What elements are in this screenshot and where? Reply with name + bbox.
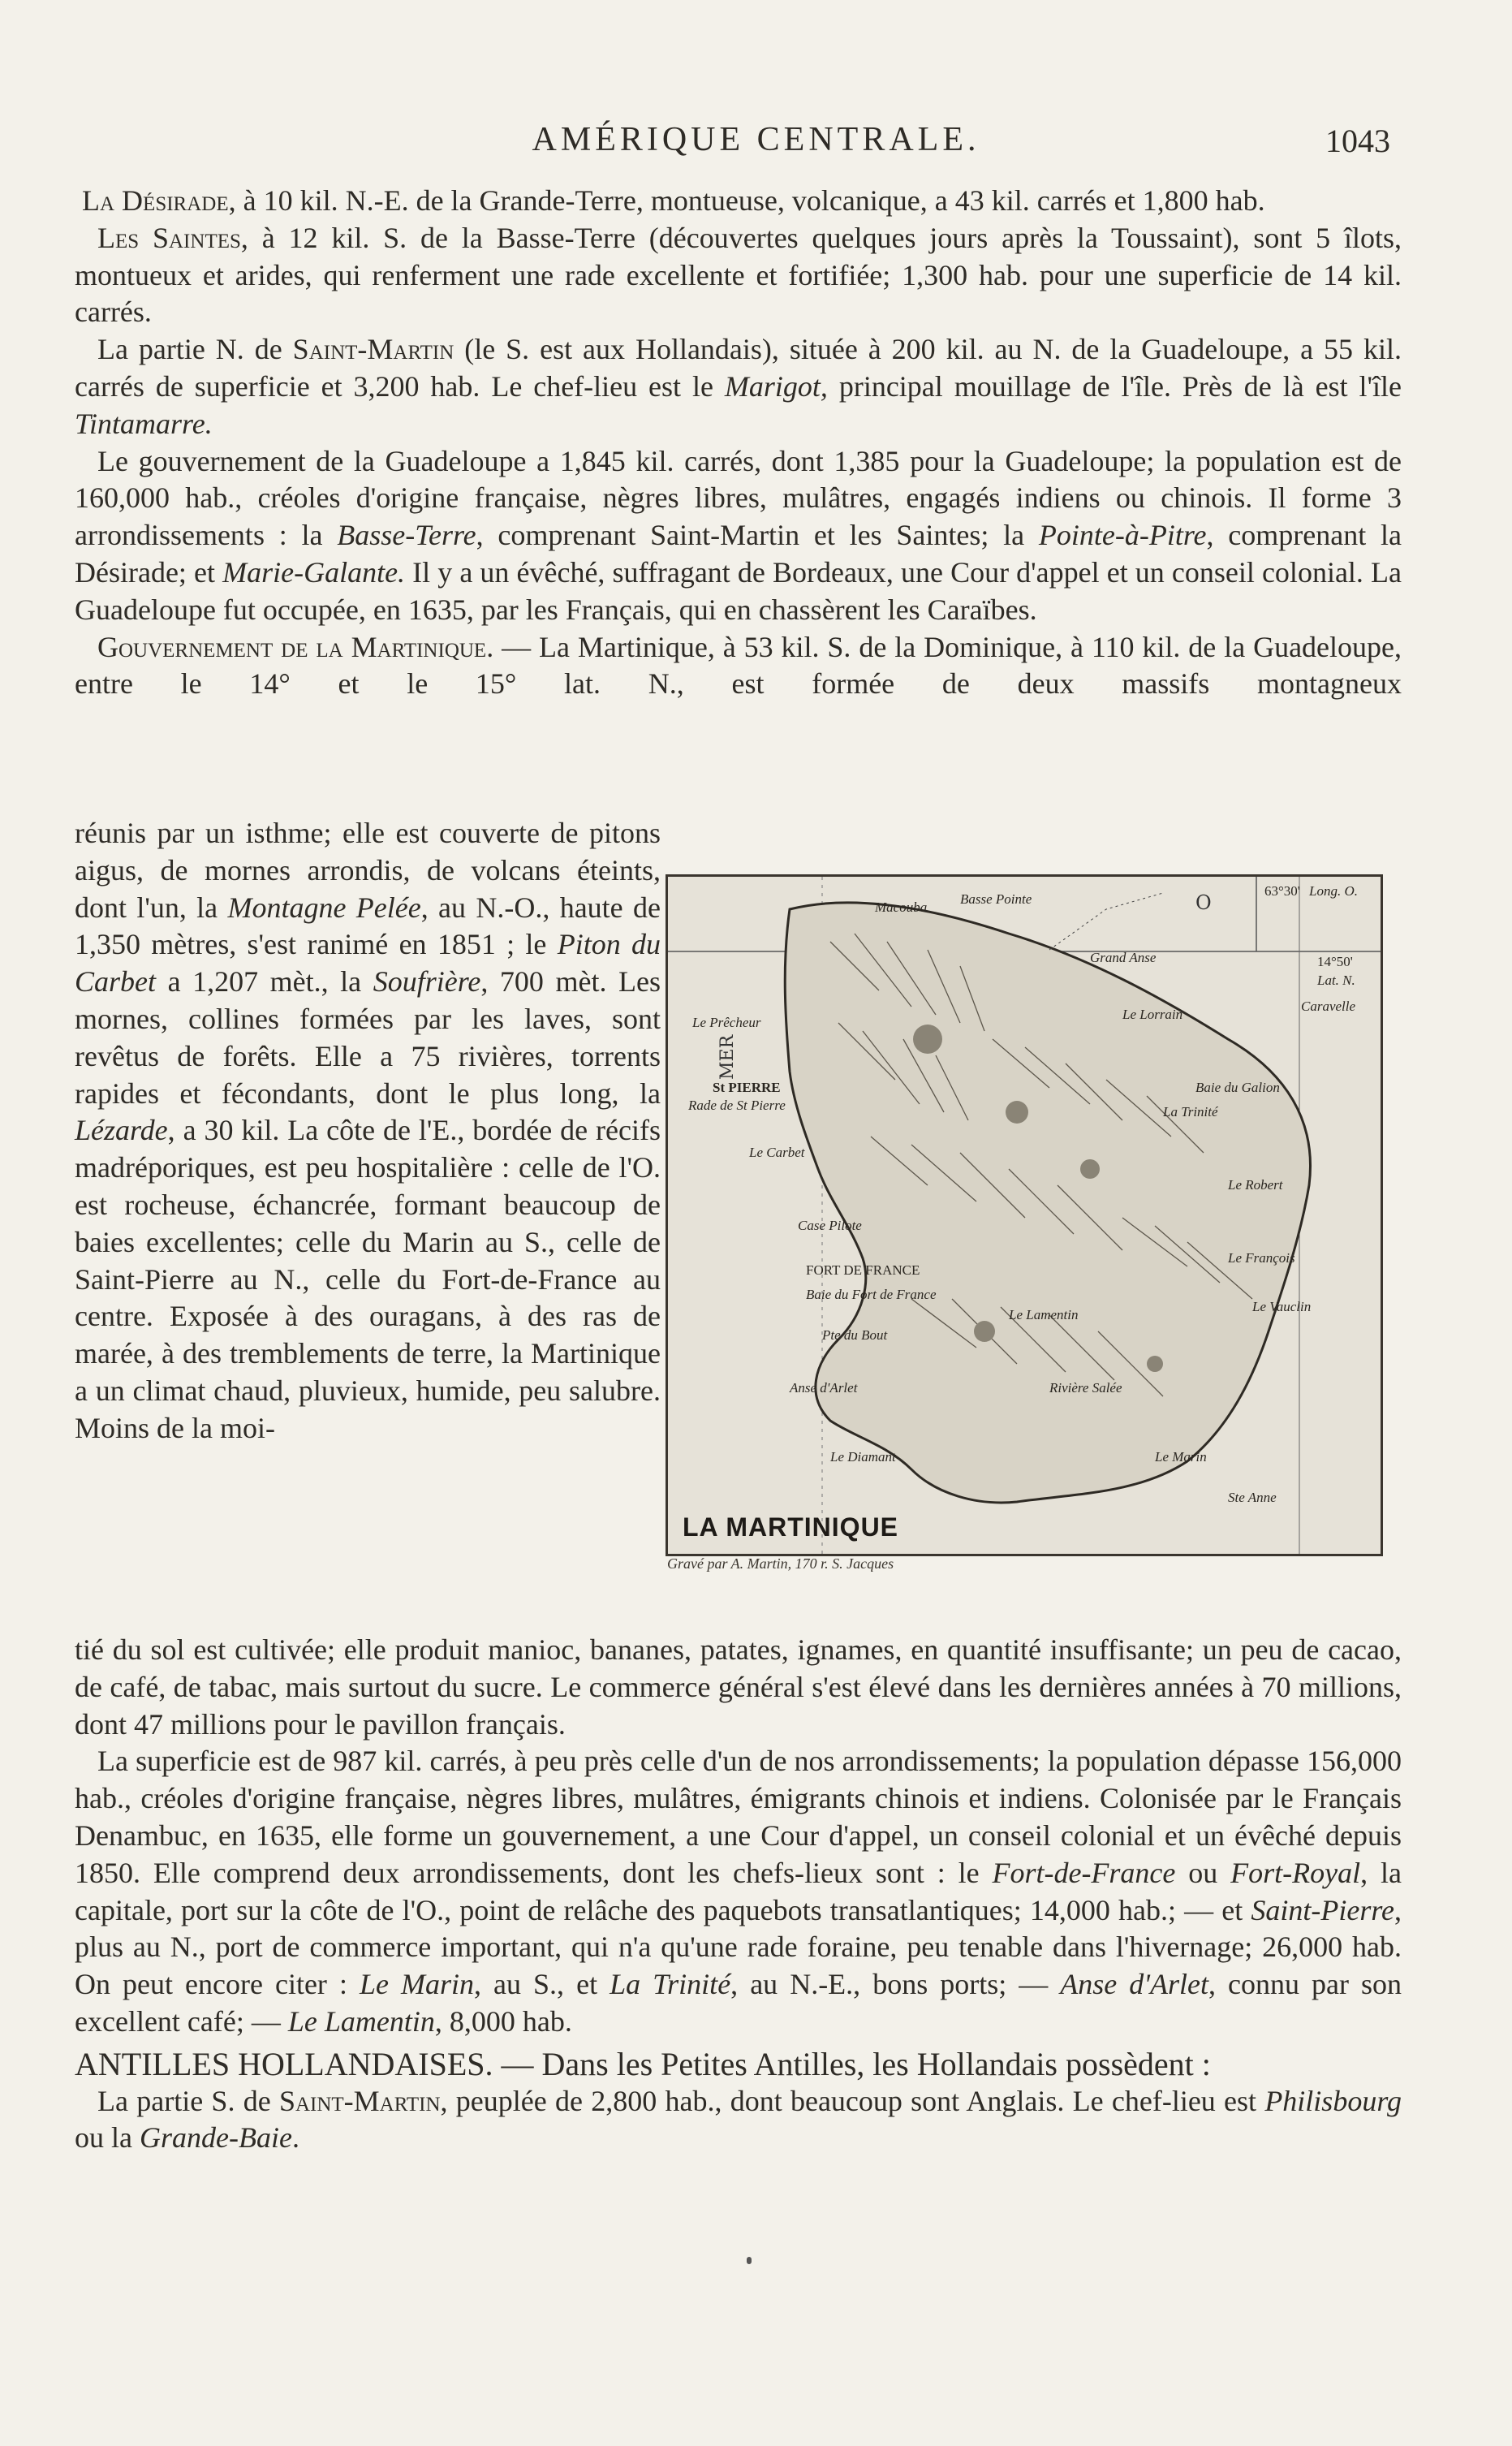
paragraph-desirade: La Désirade, à 10 kil. N.-E. de la Grande-Terre, montueuse, volcanique, a 43 kil. carrés et 1,800 hab.	[82, 184, 1265, 217]
martinique-map	[666, 874, 1383, 1556]
paragraph-guadeloupe: Le gouvernement de la Guadeloupe a 1,845 kil. carrés, dont 1,385 pour la Guadeloupe; la population est de 160,000 hab., créoles d'origine française, nègres libres, mulâtres, engagés indiens ou chinois. Il forme 3 arrondissements : la Basse-Terre, comprenant Saint-Martin et les Saintes; la Pointe-à-Pitre, comprenant la Désirade; et Marie-Galante. Il y a un évêché, suffragant de Bordeaux, une Cour d'appel et un conseil colonial. La Guadeloupe fut occupée, en 1635, par les Français, qui en chassèrent les Caraïbes.	[75, 444, 1402, 626]
svg-text:O: O	[1195, 891, 1212, 914]
page-header	[0, 120, 1512, 169]
map-label: Le Lamentin	[1009, 1307, 1079, 1322]
paragraph-martinique-intro: Gouvernement de la Martinique. — La Martinique, à 53 kil. S. de la Dominique, à 110 kil. de la Guadeloupe, entre le 14° et le 15° lat. N., est formée de deux massifs montagneux	[75, 630, 1402, 701]
map-label: Macouba	[875, 899, 928, 915]
map-label: St PIERRE	[713, 1080, 781, 1095]
map-label: Anse d'Arlet	[790, 1380, 858, 1396]
paragraph-martinique-agriculture: tié du sol est cultivée; elle produit manioc, bananes, patates, ignames, en quantité insuffisante; un peu de cacao, de café, de tabac, mais surtout du sucre. Le commerce général s'est élevé dans les dernières années à 70 millions, dont 47 millions pour le pavillon français.	[75, 1633, 1402, 1741]
map-label: Le Diamant	[830, 1449, 896, 1465]
page-number: 1043	[1325, 123, 1390, 159]
map-label: Ste Anne	[1228, 1490, 1277, 1505]
map-label: Case Pilote	[798, 1218, 862, 1233]
paragraph-saintes: Les Saintes, à 12 kil. S. de la Basse-Terre (découvertes quelques jours après la Toussaint), sont 5 îlots, montueux et arides, qui renferment une rade excellente et fortifiée; 1,300 hab. pour une superficie de 14 kil. carrés.	[75, 221, 1402, 329]
map-label: Grand Anse	[1090, 950, 1157, 965]
map-label: FORT DE FRANCE	[806, 1262, 920, 1278]
map-label: Le François	[1228, 1250, 1295, 1266]
map-label: 14°50'	[1317, 954, 1353, 969]
map-label: 63°30'	[1264, 883, 1300, 899]
map-label: Baie du Fort de France	[806, 1287, 937, 1302]
map-label: Le Vauclin	[1252, 1299, 1312, 1314]
text-block-bottom	[75, 1632, 1402, 2157]
map-drawing	[668, 877, 1381, 1554]
map-label: Le Marin	[1155, 1449, 1207, 1465]
map-label: Basse Pointe	[960, 891, 1032, 907]
map-label: Le Robert	[1228, 1177, 1283, 1193]
ink-mark	[747, 2257, 752, 2264]
paragraph-martinique-description: réunis par un isthme; elle est couverte de pitons aigus, de mornes arrondis, de volcans éteints, dont l'un, la Montagne Pelée, au N.-O., haute de 1,350 mètres, s'est ranimé en 1851 ; le Piton du Carbet a 1,207 mèt., la Soufrière, 700 mèt. Les mornes, collines formées par les laves, sont revêtus de forêts. Elle a 75 rivières, torrents rapides et fécondants, dont le plus long, la Lézarde, a 30 kil. La côte de l'E., bordée de récifs madréporiques, est peu hospitalière : celle de l'O. est rocheuse, échancrée, formant beaucoup de baies excellentes; celle du Marin au S., celle de Saint-Pierre au N., celle du Fort-de-France au centre. Exposée à des ouragans, à des ras de marée, à des tremblements de terre, la Martinique a un climat chaud, pluvieux, humide, peu salubre. Moins de la moi-	[75, 817, 661, 1444]
map-label: Rivière Salée	[1049, 1380, 1122, 1396]
map-label: Rade de St Pierre	[688, 1098, 786, 1113]
map-label: Pte du Bout	[822, 1327, 888, 1343]
paragraph-martinique-population: La superficie est de 987 kil. carrés, à peu près celle d'un de nos arrondissements; la population dépasse 156,000 hab., créoles d'origine française, nègres libres, mulâtres, émigrants chinois et indiens. Colonisée par le Français Denambuc, en 1635, elle forme un gouvernement, a une Cour d'appel, un conseil colonial et un évêché depuis 1850. Elle comprend deux arrondissements, dont les chefs-lieux sont : le Fort-de-France ou Fort-Royal, la capitale, port sur la côte de l'O., point de relâche des paquebots transatlantiques; 14,000 hab.; — et Saint-Pierre, plus au N., port de commerce important, qui n'a qu'une rade foraine, peu tenable dans l'hivernage; 26,000 hab. On peut encore citer : Le Marin, au S., et La Trinité, au N.-E., bons ports; — Anse d'Arlet, connu par son excellent café; — Le Lamentin, 8,000 hab.	[75, 1745, 1402, 2038]
svg-text:MER: MER	[717, 1034, 738, 1080]
map-label: Caravelle	[1301, 999, 1356, 1014]
map-credit: Gravé par A. Martin, 170 r. S. Jacques	[667, 1555, 894, 1572]
map-label: La Trinité	[1163, 1104, 1218, 1119]
map-label: Le Carbet	[749, 1145, 805, 1160]
paragraph-saint-martin-nl: La partie S. de Saint-Martin, peuplée de 2,800 hab., dont beaucoup sont Anglais. Le chef-lieu est Philisbourg ou la Grande-Baie.	[75, 2084, 1402, 2155]
text-block-top	[75, 183, 1402, 703]
map-label: Baie du Galion	[1195, 1080, 1280, 1095]
text-block-beside-map	[75, 815, 661, 1447]
running-title: AMÉRIQUE CENTRALE.	[532, 121, 980, 158]
map-label: Le Prêcheur	[692, 1015, 761, 1030]
map-label: Le Lorrain	[1122, 1007, 1183, 1022]
map-label: Long. O.	[1309, 883, 1358, 899]
map-label: Lat. N.	[1317, 973, 1355, 988]
section-heading-antilles-hollandaises: ANTILLES HOLLANDAISES. — Dans les Petites Antilles, les Hollandais possèdent :	[75, 2045, 1211, 2082]
paragraph-saint-martin-fr: La partie N. de Saint-Martin (le S. est aux Hollandais), située à 200 kil. au N. de la Guadeloupe, a 55 kil. carrés de superficie et 3,200 hab. Le chef-lieu est le Marigot, principal mouillage de l'île. Près de là est l'île Tintamarre.	[75, 333, 1402, 440]
map-title: LA MARTINIQUE	[683, 1512, 899, 1542]
